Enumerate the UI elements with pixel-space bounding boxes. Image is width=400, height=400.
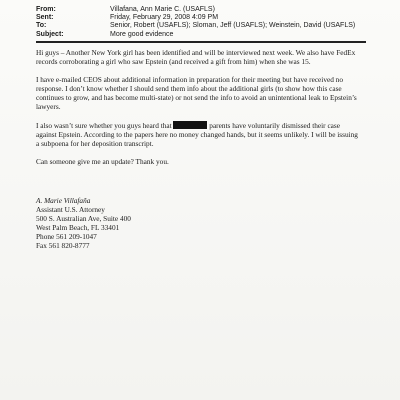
signature-address-line-2: West Palm Beach, FL 33401 [36, 223, 120, 233]
subject-label: Subject: [36, 30, 64, 38]
subject-value: More good evidence [110, 30, 174, 38]
body-paragraph-3-start: I also wasn’t sure whether you guys heard that [36, 120, 172, 130]
to-value: Senior, Robert (USAFLS); Sloman, Jeff (USAFLS); Weinstein, David (USAFLS) [110, 22, 356, 30]
email-header [36, 6, 366, 39]
header-divider [36, 41, 366, 43]
body-paragraph-3 [36, 121, 362, 148]
from-label: From: [36, 6, 56, 13]
signature-phone: Phone 561 209-1047 [36, 232, 97, 242]
header-sent-row [36, 14, 366, 22]
sent-value: Friday, February 29, 2008 4:09 PM [110, 14, 219, 22]
email-body [36, 48, 362, 175]
body-paragraph-3-end: parents have voluntarily dismissed their case against Epstein. According to the papers here no money changed hands, but it seems unlikely. I will be issuing a subpoena for her deposition transcript. [36, 120, 358, 148]
signature-block [36, 196, 131, 251]
to-label: To: [36, 22, 47, 30]
signature-address-line-1: 500 S. Australian Ave, Suite 400 [36, 214, 131, 224]
from-value: Villafana, Ann Marie C. (USAFLS) [110, 6, 215, 13]
redaction-box [173, 121, 207, 129]
sent-label: Sent: [36, 14, 54, 22]
signature-name: A. Marie Villafaña [36, 196, 91, 205]
header-to-row [36, 22, 366, 30]
body-paragraph-2: I have e-mailed CEOS about additional information in preparation for their meeting but have received no response. I don’t know whether I should send them info about the additional girls (to show how this case continues to grow, and has become multi-state) or not send the info to avoid an unintentional leak to Epstein’s lawyers. [36, 75, 357, 112]
header-subject-row [36, 31, 366, 39]
body-paragraph-4: Can someone give me an update? Thank you. [36, 156, 169, 166]
signature-fax: Fax 561 820-8777 [36, 241, 90, 251]
body-paragraph-1: Hi guys – Another New York girl has been identified and will be interviewed next week. We also have FedEx records corroborating a girl who saw Epstein (and received a gift from him) when she was 15. [36, 48, 356, 67]
header-from-row [36, 6, 366, 14]
signature-title: Assistant U.S. Attorney [36, 205, 105, 215]
